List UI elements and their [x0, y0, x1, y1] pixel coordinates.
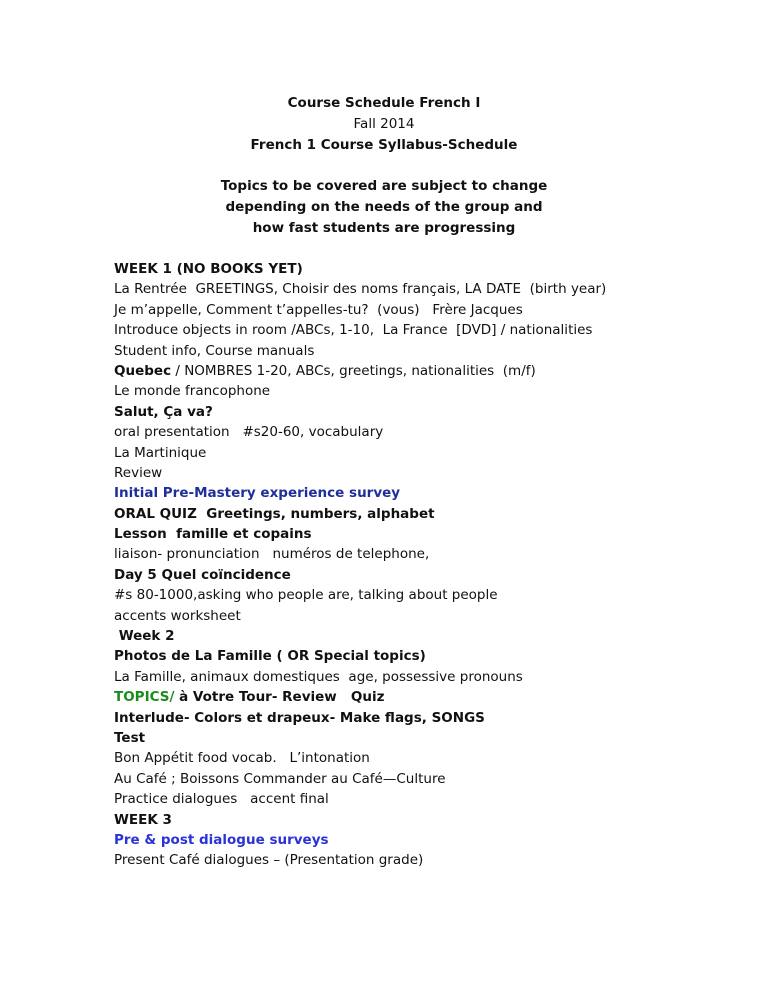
quiz-heading: ORAL QUIZ Greetings, numbers, alphabet	[114, 505, 435, 522]
schedule-line: La Famille, animaux domestiques age, possessive pronouns	[114, 668, 523, 685]
survey-line: Initial Pre-Mastery experience survey	[114, 485, 401, 502]
topics-note	[0, 176, 768, 239]
schedule-body	[114, 259, 754, 871]
test-heading: Test	[114, 729, 146, 746]
schedule-line: Le monde francophone	[114, 383, 271, 400]
week-3-heading: WEEK 3	[114, 811, 172, 828]
quebec-label: Quebec	[114, 362, 172, 379]
schedule-line: La Rentrée GREETINGS, Choisir des noms français, LA DATE (birth year)	[114, 281, 607, 298]
schedule-line	[114, 361, 754, 381]
schedule-line: liaison- pronunciation numéros de telephone,	[114, 546, 430, 563]
lesson-heading: Day 5 Quel coïncidence	[114, 566, 291, 583]
schedule-line: Je m’appelle, Comment t’appelles-tu? (vous) Frère Jacques	[114, 301, 523, 318]
schedule-line: Bon Appétit food vocab. L’intonation	[114, 750, 370, 767]
course-subtitle: French 1 Course Syllabus-Schedule	[250, 137, 518, 153]
schedule-line: oral presentation #s20-60, vocabulary	[114, 424, 384, 441]
topics-note-line: how fast students are progressing	[252, 220, 516, 236]
schedule-line: accents worksheet	[114, 607, 241, 624]
schedule-line-text: à Votre Tour- Review Quiz	[174, 689, 385, 706]
schedule-line: #s 80-1000,asking who people are, talking about people	[114, 587, 498, 604]
week-1-heading: WEEK 1 (NO BOOKS YET)	[114, 261, 303, 277]
schedule-line: Present Café dialogues – (Presentation grade)	[114, 852, 424, 869]
topics-note-line: depending on the needs of the group and	[225, 199, 543, 215]
week-2-heading: Week 2	[114, 628, 175, 645]
schedule-line: Review	[114, 464, 163, 481]
topics-note-line: Topics to be covered are subject to change	[220, 178, 548, 194]
schedule-line: La Martinique	[114, 444, 207, 461]
document-header	[0, 93, 768, 156]
schedule-line	[114, 687, 754, 707]
schedule-line: Introduce objects in room /ABCs, 1-10, La France [DVD] / nationalities	[114, 322, 593, 339]
lesson-heading: Lesson famille et copains	[114, 526, 312, 543]
schedule-line: Au Café ; Boissons Commander au Café—Culture	[114, 770, 446, 787]
course-term: Fall 2014	[353, 116, 415, 132]
course-title: Course Schedule French I	[287, 95, 481, 111]
schedule-line: Student info, Course manuals	[114, 342, 315, 359]
lesson-heading: Photos de La Famille ( OR Special topics)	[114, 648, 426, 665]
schedule-line-text: / NOMBRES 1-20, ABCs, greetings, nationalities (m/f)	[171, 362, 536, 379]
survey-line: Pre & post dialogue surveys	[114, 831, 329, 848]
lesson-heading: Salut, Ça va?	[114, 403, 213, 420]
topics-label: TOPICS/	[114, 689, 175, 706]
lesson-heading: Interlude- Colors et drapeux- Make flags, SONGS	[114, 709, 485, 726]
schedule-line: Practice dialogues accent final	[114, 791, 329, 808]
